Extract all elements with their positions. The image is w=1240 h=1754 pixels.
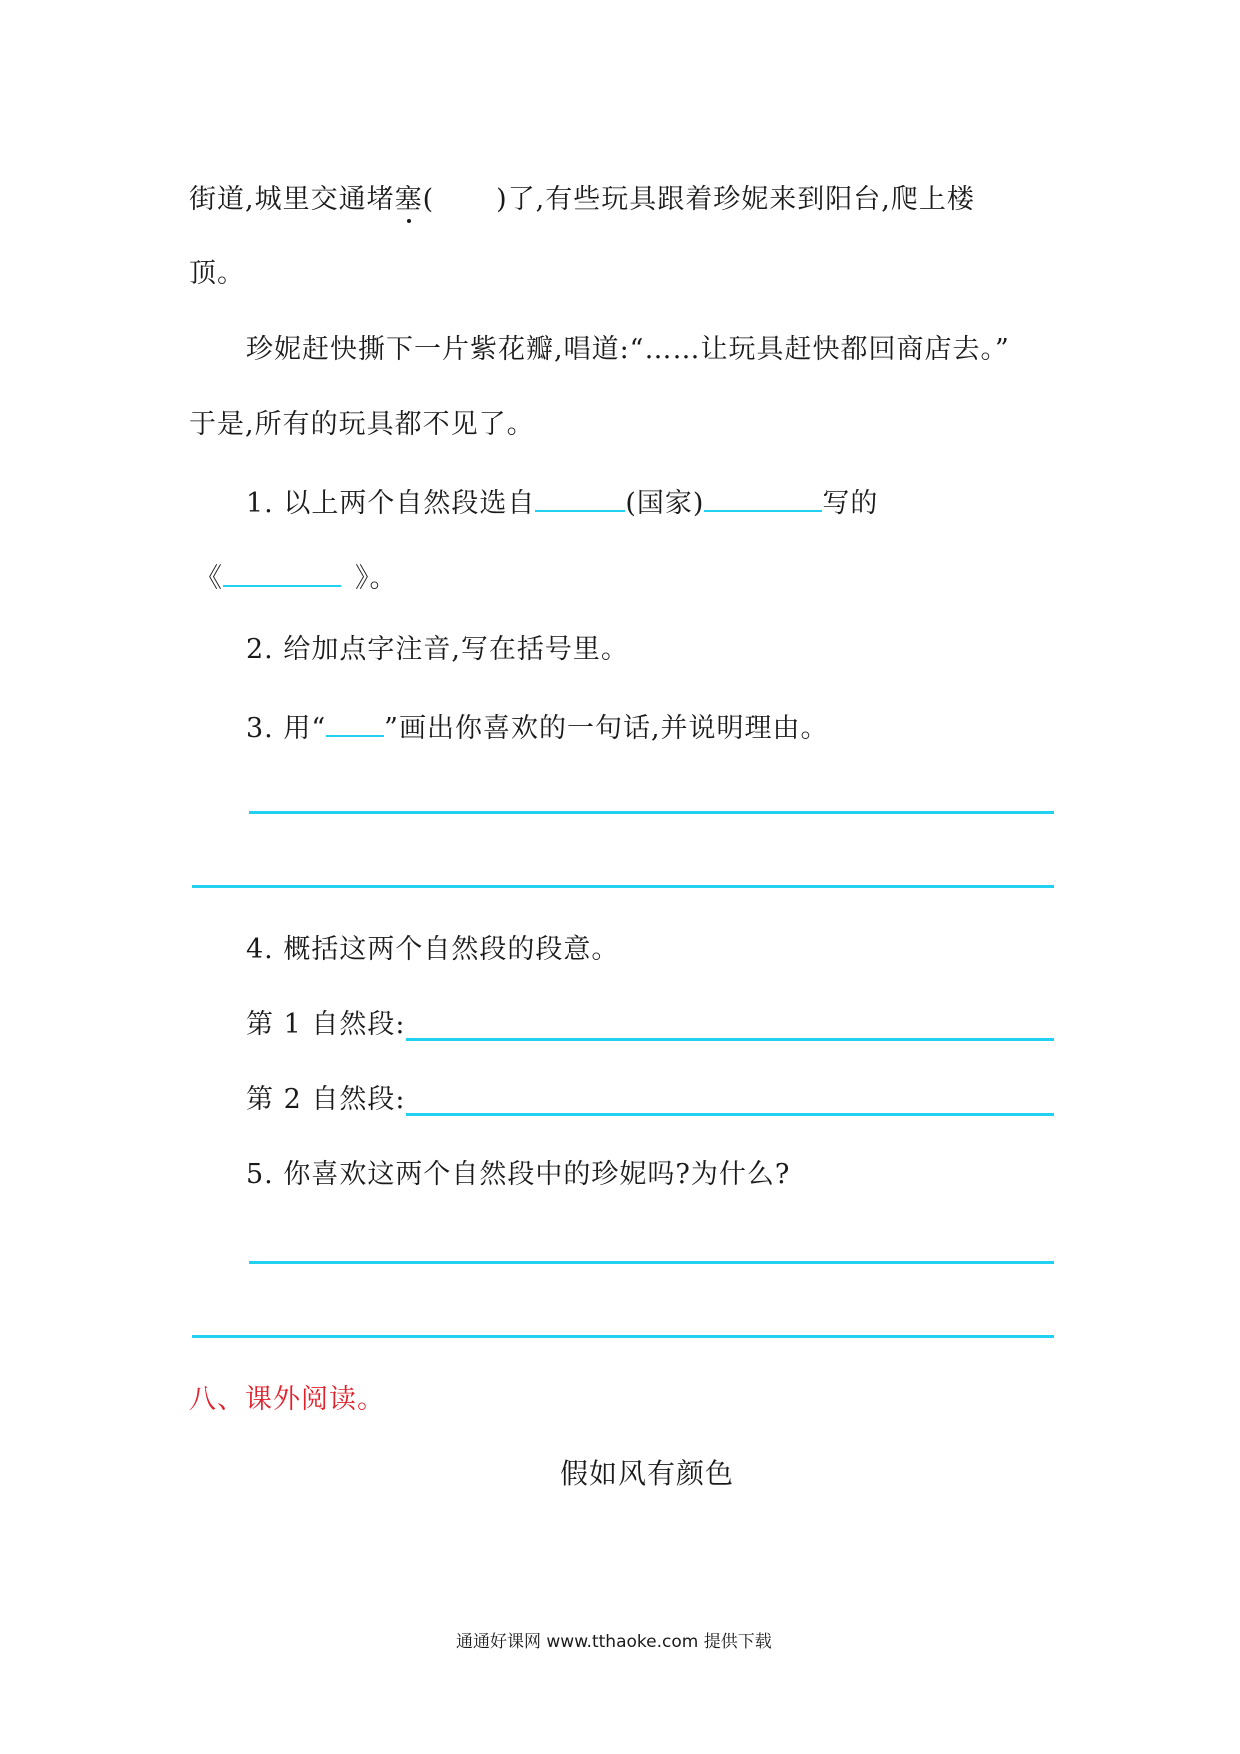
question-1 <box>246 480 878 524</box>
author-blank[interactable] <box>704 480 822 512</box>
question-3-start: 3. 用“ <box>246 713 327 744</box>
question-3-end: ”画出你喜欢的一句话,并说明理由。 <box>384 713 829 744</box>
paren-open: ( <box>422 184 435 215</box>
question-1-suffix: 写的 <box>822 488 879 519</box>
section-heading: 八、课外阅读。 <box>189 1384 385 1415</box>
question-4-paragraph-2-label: 第 2 自然段: <box>246 1084 406 1115</box>
answer-line-q5-1[interactable] <box>249 1261 1054 1264</box>
question-1-country-label: (国家) <box>625 488 705 519</box>
paren-close: ) <box>496 184 508 215</box>
question-3 <box>246 705 829 749</box>
passage-line-1 <box>189 180 975 220</box>
answer-line-q4-paragraph-1[interactable] <box>406 1038 1054 1041</box>
book-title-close: 》。 <box>355 563 398 594</box>
answer-line-q3-1[interactable] <box>249 811 1054 814</box>
passage-line-1-start: 街道,城里交通堵 <box>189 184 395 215</box>
question-1-text: 1. 以上两个自然段选自 <box>246 488 536 519</box>
passage-line-3: 珍妮赶快撕下一片紫花瓣,唱道:“……让玩具赶快都回商店去。” <box>246 334 1010 365</box>
answer-line-q3-2[interactable] <box>192 885 1054 888</box>
passage-line-2: 顶。 <box>189 258 245 289</box>
dotted-character: 塞 <box>394 184 423 215</box>
answer-line-q5-2[interactable] <box>192 1335 1054 1338</box>
underline-sample <box>326 705 384 737</box>
answer-line-q4-paragraph-2[interactable] <box>406 1113 1054 1116</box>
footer-text: 通通好课网 www.tthaoke.com 提供下载 <box>456 1632 772 1652</box>
passage-line-1-end: 了,有些玩具跟着珍妮来到阳台,爬上楼 <box>507 184 975 215</box>
question-4-paragraph-1-label: 第 1 自然段: <box>246 1009 406 1040</box>
question-1-book-line <box>195 555 398 599</box>
book-title-blank[interactable] <box>223 555 341 587</box>
question-2: 2. 给加点字注音,写在括号里。 <box>246 634 629 665</box>
question-4: 4. 概括这两个自然段的段意。 <box>246 934 620 965</box>
book-title-open: 《 <box>195 563 223 594</box>
question-5: 5. 你喜欢这两个自然段中的珍妮吗?为什么? <box>246 1159 791 1190</box>
story-title: 假如风有颜色 <box>560 1457 735 1490</box>
passage-line-4: 于是,所有的玩具都不见了。 <box>189 409 535 440</box>
country-blank[interactable] <box>535 480 625 512</box>
